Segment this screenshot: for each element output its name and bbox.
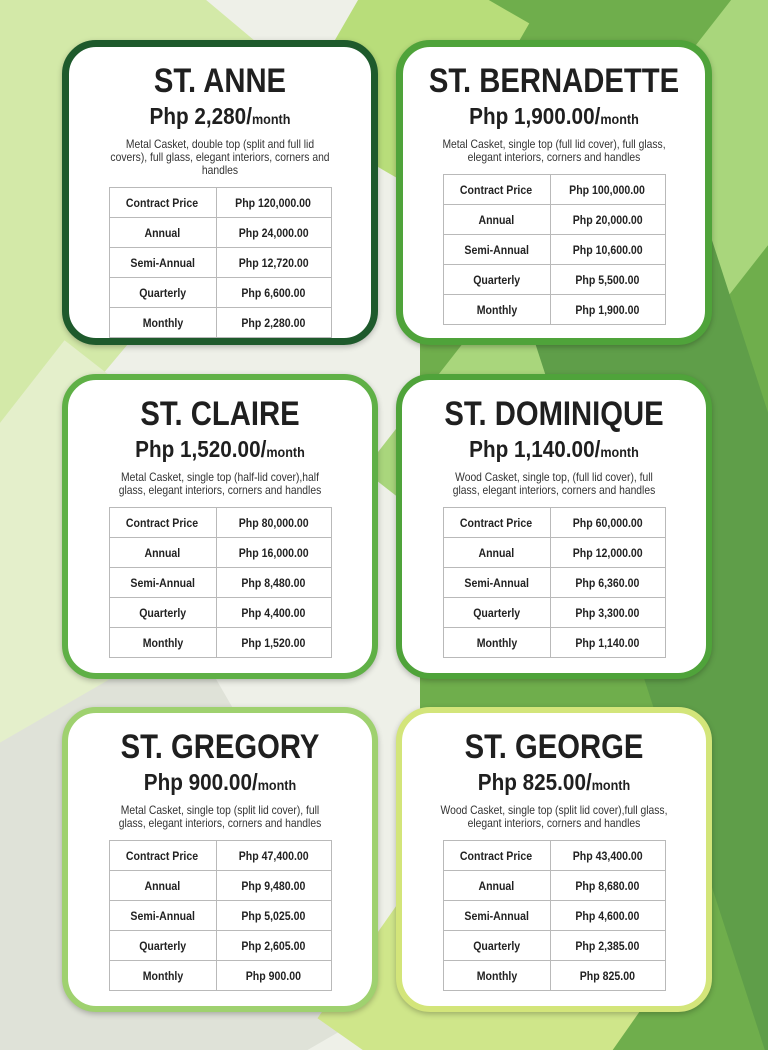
payment-row xyxy=(443,205,665,235)
payment-term-label: Monthly xyxy=(476,302,517,317)
payment-term-label: Annual xyxy=(478,878,515,893)
price-period: month xyxy=(251,111,291,127)
payment-amount-value: Php 80,000.00 xyxy=(238,515,309,530)
payment-amount xyxy=(550,235,665,265)
payment-row xyxy=(109,598,331,628)
payment-amount xyxy=(216,308,331,338)
payment-amount-value: Php 43,400.00 xyxy=(572,848,643,863)
payment-row xyxy=(109,871,331,901)
payment-term xyxy=(109,248,216,278)
plan-card xyxy=(62,374,378,679)
payment-term xyxy=(443,871,550,901)
payment-row xyxy=(443,508,665,538)
payment-row xyxy=(443,568,665,598)
payment-amount xyxy=(216,598,331,628)
plan-card xyxy=(396,707,712,1012)
plan-name: ST. CLAIRE xyxy=(140,395,300,433)
payment-amount xyxy=(550,931,665,961)
plan-card xyxy=(396,374,712,679)
payment-amount-value: Php 1,140.00 xyxy=(575,635,640,650)
payment-amount xyxy=(550,205,665,235)
price-period: month xyxy=(600,444,639,460)
payment-row xyxy=(109,901,331,931)
price-period: month xyxy=(591,777,631,793)
payment-row xyxy=(443,295,665,325)
payment-term xyxy=(109,218,216,248)
plan-description: Metal Casket, single top (split lid cover), full glass, elegant interiors, corners and handles xyxy=(118,803,322,830)
payment-amount xyxy=(550,175,665,205)
price-period: month xyxy=(600,111,639,127)
payment-amount-value: Php 1,520.00 xyxy=(241,635,306,650)
payment-term-label: Contract Price xyxy=(126,195,199,210)
payment-term xyxy=(443,295,550,325)
payment-amount-value: Php 2,385.00 xyxy=(575,938,640,953)
payment-amount xyxy=(550,265,665,295)
payment-row xyxy=(109,278,331,308)
payment-amount xyxy=(550,598,665,628)
payment-term xyxy=(443,931,550,961)
payment-amount-value: Php 2,280.00 xyxy=(241,315,306,330)
payment-row xyxy=(443,598,665,628)
payment-term-label: Semi-Annual xyxy=(464,242,529,257)
payment-amount xyxy=(216,568,331,598)
plan-description: Metal Casket, single top (full lid cover), full glass, elegant interiors, corners and handles xyxy=(442,137,666,164)
payment-amount xyxy=(550,871,665,901)
payment-amount xyxy=(216,841,331,871)
payment-row xyxy=(109,218,331,248)
payment-row xyxy=(443,175,665,205)
payment-term-label: Contract Price xyxy=(460,515,533,530)
payment-amount xyxy=(216,961,331,991)
payment-amount-value: Php 825.00 xyxy=(579,968,636,983)
payment-term-label: Annual xyxy=(478,212,515,227)
payment-table xyxy=(443,840,666,991)
payment-term-label: Quarterly xyxy=(473,605,520,620)
payment-row xyxy=(109,188,331,218)
payment-term-label: Quarterly xyxy=(139,285,186,300)
payment-amount-value: Php 24,000.00 xyxy=(238,225,309,240)
payment-amount-value: Php 16,000.00 xyxy=(238,545,309,560)
payment-term-label: Annual xyxy=(144,878,181,893)
payment-amount xyxy=(550,841,665,871)
payment-row xyxy=(443,901,665,931)
payment-table xyxy=(109,187,332,338)
monthly-price xyxy=(83,434,357,467)
payment-amount-value: Php 1,900.00 xyxy=(575,302,640,317)
payment-term xyxy=(443,205,550,235)
price-value: Php 2,280/ xyxy=(149,103,252,129)
monthly-price xyxy=(417,434,691,467)
payment-amount-value: Php 900.00 xyxy=(245,968,302,983)
payment-term-label: Monthly xyxy=(142,635,183,650)
plan-description: Metal Casket, double top (split and full lid covers), full glass, elegant interiors, corners and handles xyxy=(110,137,330,177)
plan-name: ST. ANNE xyxy=(153,62,287,100)
payment-table xyxy=(109,507,332,658)
price-value: Php 900.00/ xyxy=(143,769,258,795)
plan-description: Wood Casket, single top (split lid cover),full glass, elegant interiors, corners and handles xyxy=(440,803,668,830)
payment-table xyxy=(443,507,666,658)
payment-row xyxy=(109,841,331,871)
payment-table xyxy=(109,840,332,991)
payment-term xyxy=(109,841,216,871)
payment-term xyxy=(109,568,216,598)
payment-term-label: Annual xyxy=(144,545,181,560)
price-value: Php 1,520.00/ xyxy=(135,436,267,462)
payment-amount xyxy=(216,188,331,218)
payment-row xyxy=(109,508,331,538)
payment-term xyxy=(109,871,216,901)
payment-term-label: Semi-Annual xyxy=(464,575,529,590)
payment-term xyxy=(109,508,216,538)
payment-amount xyxy=(216,901,331,931)
payment-amount-value: Php 100,000.00 xyxy=(569,182,646,197)
payment-amount xyxy=(550,901,665,931)
price-value: Php 825.00/ xyxy=(477,769,592,795)
payment-term-label: Semi-Annual xyxy=(464,908,529,923)
monthly-price xyxy=(83,767,357,800)
payment-row xyxy=(109,568,331,598)
payment-term xyxy=(443,265,550,295)
payment-amount xyxy=(216,508,331,538)
payment-term xyxy=(443,175,550,205)
payment-amount xyxy=(216,871,331,901)
payment-term xyxy=(443,508,550,538)
plan-name: ST. GREGORY xyxy=(120,728,320,766)
payment-term xyxy=(109,931,216,961)
payment-amount-value: Php 3,300.00 xyxy=(575,605,640,620)
payment-term-label: Quarterly xyxy=(139,605,186,620)
payment-term-label: Monthly xyxy=(476,968,517,983)
payment-term xyxy=(109,628,216,658)
payment-amount-value: Php 4,400.00 xyxy=(241,605,306,620)
payment-amount-value: Php 47,400.00 xyxy=(238,848,309,863)
payment-term-label: Monthly xyxy=(476,635,517,650)
payment-amount-value: Php 60,000.00 xyxy=(572,515,643,530)
payment-term xyxy=(109,901,216,931)
payment-term xyxy=(443,961,550,991)
payment-term-label: Contract Price xyxy=(126,515,199,530)
payment-amount-value: Php 12,000.00 xyxy=(572,545,643,560)
payment-row xyxy=(109,931,331,961)
monthly-price xyxy=(84,101,356,134)
payment-table xyxy=(443,174,666,325)
payment-term xyxy=(109,278,216,308)
payment-term xyxy=(443,568,550,598)
price-period: month xyxy=(266,444,305,460)
payment-term xyxy=(109,538,216,568)
payment-amount-value: Php 8,480.00 xyxy=(241,575,306,590)
plan-name: ST. GEORGE xyxy=(464,728,644,766)
payment-amount xyxy=(550,568,665,598)
payment-amount-value: Php 6,360.00 xyxy=(575,575,640,590)
payment-term-label: Semi-Annual xyxy=(130,908,195,923)
payment-row xyxy=(109,248,331,278)
payment-row xyxy=(443,265,665,295)
payment-term xyxy=(109,598,216,628)
payment-amount-value: Php 12,720.00 xyxy=(238,255,309,270)
payment-amount xyxy=(216,538,331,568)
payment-amount-value: Php 10,600.00 xyxy=(572,242,643,257)
payment-amount xyxy=(216,218,331,248)
payment-term-label: Semi-Annual xyxy=(130,575,195,590)
payment-amount xyxy=(550,295,665,325)
payment-amount-value: Php 2,605.00 xyxy=(241,938,306,953)
payment-term-label: Quarterly xyxy=(139,938,186,953)
price-value: Php 1,900.00/ xyxy=(469,103,601,129)
payment-term xyxy=(443,628,550,658)
payment-term-label: Annual xyxy=(144,225,181,240)
payment-amount-value: Php 6,600.00 xyxy=(241,285,306,300)
payment-term-label: Contract Price xyxy=(460,848,533,863)
payment-amount xyxy=(550,508,665,538)
plan-card xyxy=(62,40,378,345)
payment-amount xyxy=(550,961,665,991)
payment-term-label: Monthly xyxy=(142,315,183,330)
payment-amount-value: Php 8,680.00 xyxy=(575,878,640,893)
payment-amount-value: Php 9,480.00 xyxy=(241,878,306,893)
payment-row xyxy=(443,961,665,991)
payment-amount-value: Php 5,500.00 xyxy=(575,272,640,287)
price-value: Php 1,140.00/ xyxy=(469,436,601,462)
payment-amount xyxy=(216,628,331,658)
payment-term-label: Monthly xyxy=(142,968,183,983)
price-period: month xyxy=(257,777,297,793)
payment-term-label: Quarterly xyxy=(473,938,520,953)
payment-term xyxy=(443,538,550,568)
payment-row xyxy=(443,931,665,961)
payment-amount xyxy=(216,248,331,278)
payment-term-label: Annual xyxy=(478,545,515,560)
payment-row xyxy=(109,308,331,338)
payment-amount xyxy=(550,538,665,568)
payment-amount-value: Php 120,000.00 xyxy=(235,195,312,210)
payment-amount-value: Php 4,600.00 xyxy=(575,908,640,923)
payment-row xyxy=(443,538,665,568)
payment-term xyxy=(443,841,550,871)
plan-name: ST. DOMINIQUE xyxy=(444,395,664,433)
payment-amount xyxy=(550,628,665,658)
payment-term xyxy=(109,308,216,338)
plan-description: Wood Casket, single top, (full lid cover), full glass, elegant interiors, corners and handles xyxy=(452,470,656,497)
payment-amount xyxy=(216,931,331,961)
payment-amount-value: Php 5,025.00 xyxy=(241,908,306,923)
monthly-price xyxy=(417,767,691,800)
payment-term-label: Contract Price xyxy=(460,182,533,197)
payment-row xyxy=(443,628,665,658)
payment-row xyxy=(443,841,665,871)
payment-term xyxy=(443,901,550,931)
plan-description: Metal Casket, single top (half-lid cover),half glass, elegant interiors, corners and handles xyxy=(118,470,322,497)
plan-name: ST. BERNADETTE xyxy=(428,62,680,100)
payment-row xyxy=(443,871,665,901)
payment-term-label: Semi-Annual xyxy=(130,255,195,270)
payment-amount-value: Php 20,000.00 xyxy=(572,212,643,227)
payment-row xyxy=(109,538,331,568)
monthly-price xyxy=(418,101,690,134)
payment-term-label: Contract Price xyxy=(126,848,199,863)
payment-term xyxy=(109,188,216,218)
payment-term xyxy=(109,961,216,991)
payment-row xyxy=(109,961,331,991)
plan-card xyxy=(62,707,378,1012)
plan-card xyxy=(396,40,712,345)
payment-row xyxy=(443,235,665,265)
payment-term xyxy=(443,598,550,628)
payment-term xyxy=(443,235,550,265)
payment-term-label: Quarterly xyxy=(473,272,520,287)
payment-row xyxy=(109,628,331,658)
payment-amount xyxy=(216,278,331,308)
